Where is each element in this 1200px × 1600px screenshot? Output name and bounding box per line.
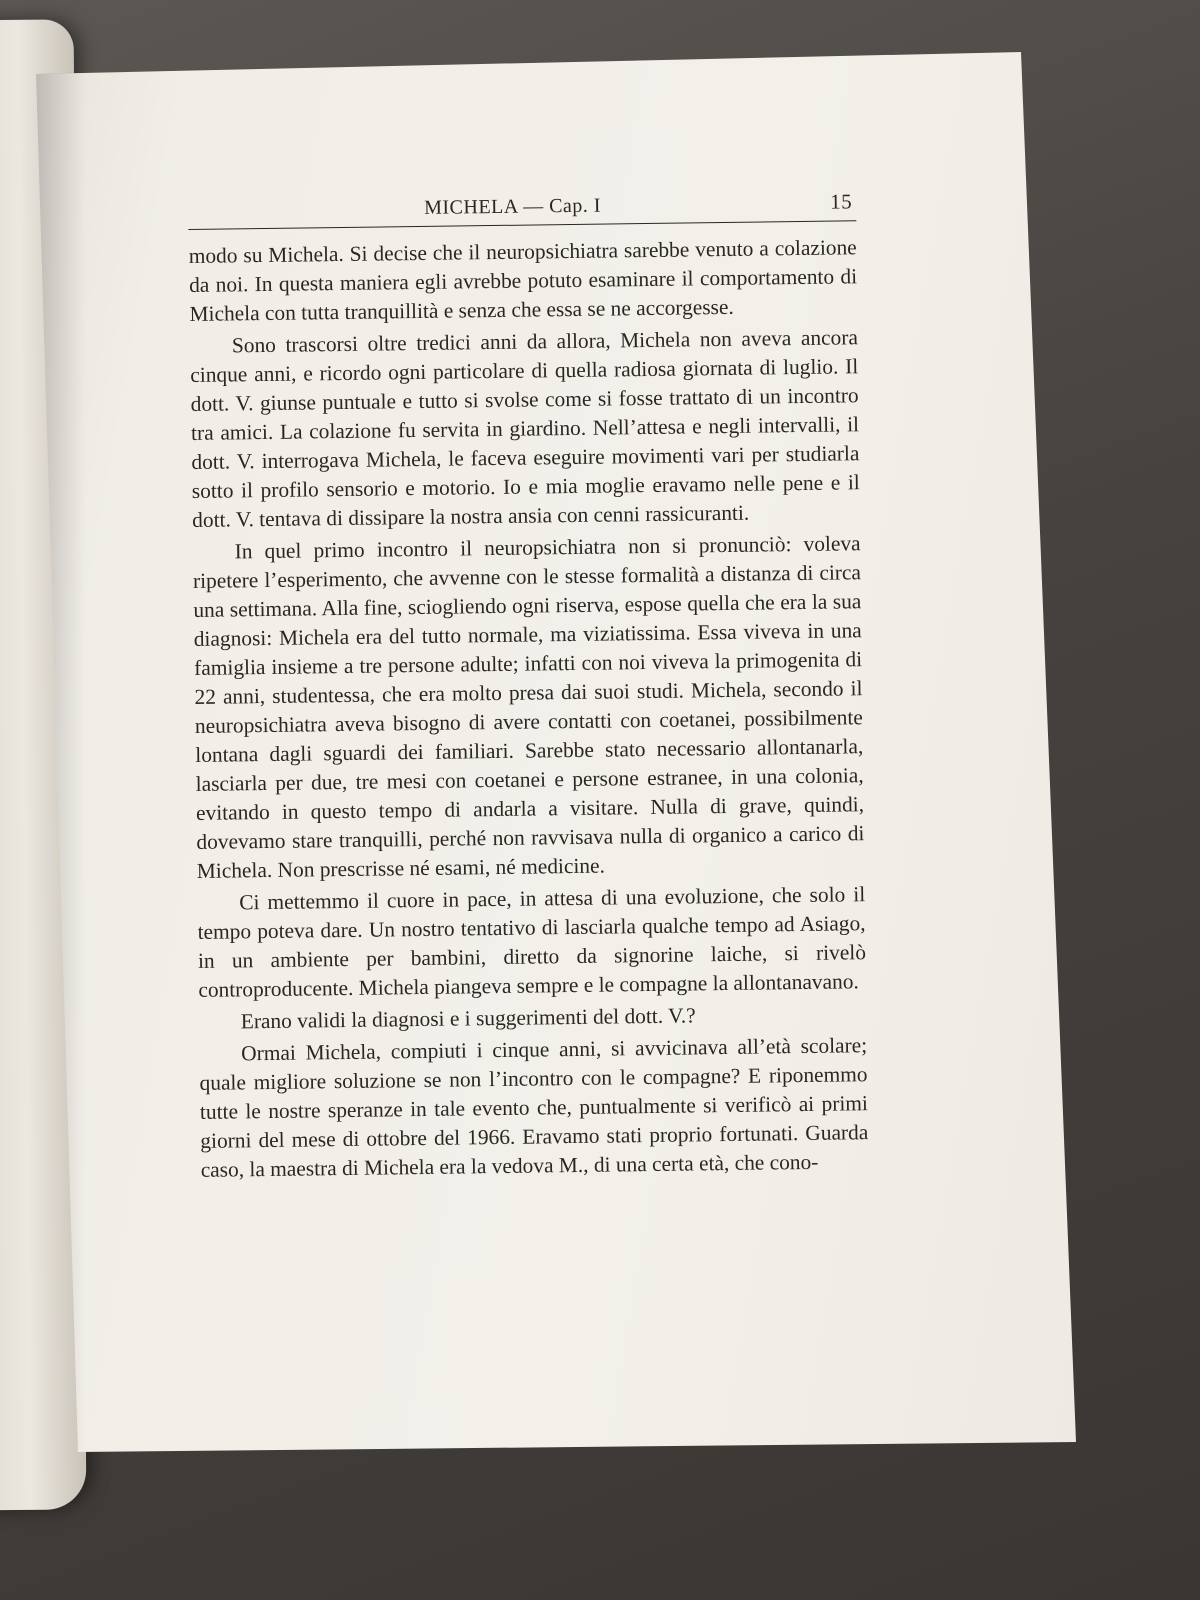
page-number: 15 <box>829 189 853 214</box>
running-head-title: MICHELA — Cap. I <box>424 194 602 219</box>
paragraph-continuation: modo su Michela. Si decise che il neuropsichiatra sarebbe venuto a colazione da noi. In questa maniera egli avrebbe potuto esaminare il comportamento di Michela con tutta tranquillità e senza che essa se ne accorgesse. <box>188 235 858 326</box>
page-content <box>188 189 869 1185</box>
paragraph: Ci mettemmo il cuore in pace, in attesa di una evoluzione, che solo il tempo poteva dare. Un nostro tentativo di lasciarla qualche tempo ad Asiago, in un ambiente per bambini, diretto da signorine laiche, si rivelò controproducente. Michela piangeva sempre e le compagne la allontanavano. <box>197 882 867 1002</box>
body-text <box>189 233 869 1185</box>
paragraph: Ormai Michela, compiuti i cinque anni, si avvicinava all’età scolare; quale migliore soluzione se non l’incontro con le compagne? E riponemmo tutte le nostre speranze in tale evento che, puntualmente si verificò ai primi giorni del mese di ottobre del 1966. Eravamo stati proprio fortunati. Guarda caso, la maestra di Michela era la vedova M., di una certa età, che cono- <box>199 1033 869 1182</box>
paragraph: In quel primo incontro il neuropsichiatra non si pronunciò: voleva ripetere l’esperimento, che avvenne con le stesse formalità a distanza di circa una settimana. Alla fine, sciogliendo ogni riserva, espose quella che era la sua diagnosi: Michela era del tutto normale, ma viziatissima. Essa viveva in una famiglia insieme a tre persone adulte; infatti con noi viveva la primogenita di 22 anni, studentessa, che era molto presa dai suoi studi. Michela, secondo il neuropsichiatra aveva bisogno di avere contatti con coetanei, possibilmente lontana dagli sguardi dei familiari. Sarebbe stato necessario allontanarla, lasciarla per due, tre mesi con coetanei e persone estranee, in una colonia, evitando in questo tempo di andarla a visitare. Nulla di grave, quindi, dovevamo stare tranquilli, perché non ravvisava nulla di organico a carico di Michela. Non prescrisse né esami, né medicine. <box>192 531 865 883</box>
paragraph: Erano validi la diagnosi e i suggerimenti del dott. V.? <box>240 1003 696 1034</box>
paragraph: Sono trascorsi oltre tredici anni da allora, Michela non aveva ancora cinque anni, e ricordo ogni particolare di quella radiosa giornata di luglio. Il dott. V. giunse puntuale e tutto si svolse come si fosse trattato di un incontro tra amici. La colazione fu servita in giardino. Nell’attesa e negli intervalli, il dott. V. interrogava Michela, le faceva eseguire movimenti vari per studiarla sotto il profilo sensorio e motorio. Io e mia moglie eravamo nelle pene e il dott. V. tentava di dissipare la nostra ansia con cenni rassicuranti. <box>190 325 860 532</box>
